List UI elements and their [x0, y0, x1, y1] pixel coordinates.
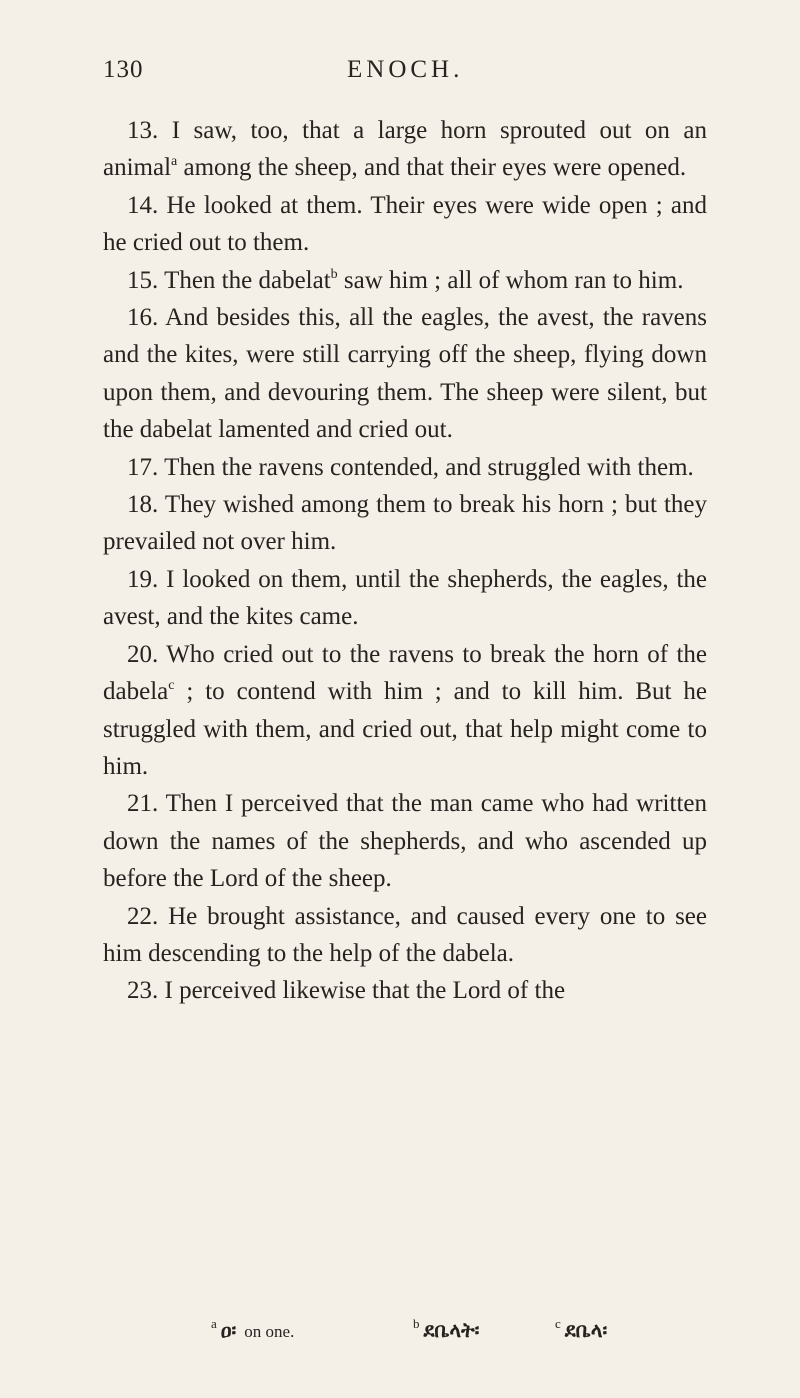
verse-number: 22. [127, 902, 159, 930]
footnote-c [555, 1316, 607, 1343]
footnote-mark: b [413, 1316, 420, 1331]
body-text [103, 112, 707, 1010]
verse-number: 19. [127, 565, 159, 593]
footnote-ethiopic: ደቤላ፡ [564, 1318, 608, 1342]
verse-number: 20. [127, 640, 159, 668]
verse-paragraph [103, 299, 707, 449]
verse-number: 15. [127, 266, 159, 294]
footnote-gloss: on one. [244, 1322, 295, 1341]
verse-number: 17. [127, 453, 159, 481]
verse-paragraph [103, 972, 707, 1009]
footnote-mark: c [555, 1316, 561, 1331]
verse-paragraph [103, 898, 707, 973]
verse-paragraph [103, 561, 707, 636]
verse-text: Then I perceived that the man came who had written down the names of the shepherds, and who ascended up before the Lord of the sheep. [103, 790, 707, 893]
verse-paragraph [103, 636, 707, 786]
verse-text: among the sheep, and that their eyes were opened. [177, 154, 687, 182]
verse-paragraph [103, 785, 707, 897]
verse-text: I looked on them, until the shepherds, the eagles, the avest, and the kites came. [103, 565, 707, 631]
verse-text: He brought assistance, and caused every one to see him descending to the help of the dabela. [103, 902, 708, 967]
verse-number: 16. [127, 304, 159, 332]
running-title: ENOCH. [347, 56, 464, 83]
verse-text: They wished among them to break his horn ; but they prevailed not over him. [103, 491, 707, 556]
verse-paragraph [103, 262, 707, 299]
verse-text: ; to contend with him ; and to kill him. But he struggled with them, and cried out, that help might come to him. [103, 678, 707, 780]
verse-text: saw him ; all of whom ran to him. [337, 266, 684, 294]
footnote-ethiopic: ደቤላት፡ [423, 1318, 480, 1342]
page-header [103, 56, 707, 92]
verse-text: Who cried out to the ravens to break the horn of the dabela [103, 640, 707, 706]
verse-paragraph [103, 486, 707, 561]
verse-text: He looked at them. Their eyes were wide open ; and he cried out to them. [103, 191, 707, 257]
verse-text: I perceived likewise that the Lord of the [164, 977, 566, 1005]
verse-number: 18. [127, 491, 159, 519]
verse-number: 13. [127, 117, 159, 144]
verse-paragraph [103, 112, 707, 187]
footnote-ref: c [168, 678, 175, 694]
footnote-b [413, 1316, 479, 1343]
verse-number: 21. [127, 790, 159, 818]
footnote-ethiopic: ዐ፡ [220, 1318, 237, 1342]
footnote-a [211, 1316, 294, 1343]
verse-text: Then the dabelat [164, 266, 331, 294]
verse-paragraph [103, 187, 707, 262]
page-number: 130 [103, 56, 144, 83]
verse-number: 23. [127, 977, 159, 1005]
footnote-ref: a [171, 154, 178, 170]
verse-text: And besides this, all the eagles, the avest, the ravens and the kites, were still carrying off the sheep, flying down upon them, and devouring them. The sheep were silent, but the dabelat lamented and cried out. [103, 304, 707, 444]
verse-text: I saw, too, that a large horn sprouted out on an animal [103, 117, 707, 182]
footnote-ref: b [330, 266, 338, 282]
footnote-mark: a [211, 1316, 217, 1331]
verse-number: 14. [127, 191, 159, 219]
footnotes [211, 1316, 711, 1350]
verse-paragraph [103, 449, 707, 486]
verse-text: Then the ravens contended, and struggled with them. [164, 453, 694, 481]
